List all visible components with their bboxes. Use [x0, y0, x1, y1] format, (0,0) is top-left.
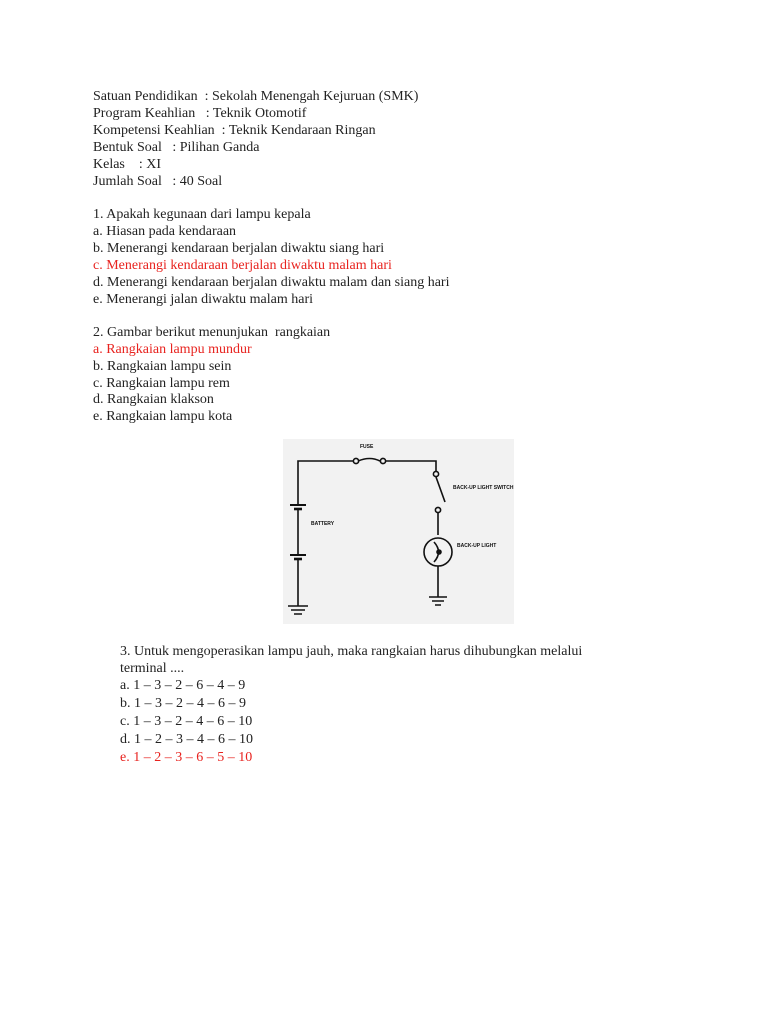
wire-top-right	[386, 461, 436, 471]
header-line-program: Program Keahlian : Teknik Otomotif	[93, 106, 307, 121]
question-1-option-c-answer: c. Menerangi kendaraan berjalan diwaktu malam hari	[93, 258, 392, 273]
header-line-question-type: Bentuk Soal : Pilihan Ganda	[93, 140, 260, 155]
header-line-question-count: Jumlah Soal : 40 Soal	[93, 174, 223, 189]
circuit-svg	[283, 439, 514, 624]
switch-lower-terminal	[435, 507, 440, 512]
fuse-label: FUSE	[360, 444, 374, 450]
switch-upper-terminal	[433, 471, 438, 476]
question-2-text: 2. Gambar berikut menunjukan rangkaian	[93, 325, 331, 340]
backup-light-label: BACK-UP LIGHT	[457, 543, 497, 549]
battery-label: BATTERY	[311, 521, 335, 527]
switch-label: BACK-UP LIGHT SWITCH	[453, 485, 514, 491]
header-line-competency: Kompetensi Keahlian : Teknik Kendaraan Ringan	[93, 123, 376, 138]
question-2-option-d: d. Rangkaian klakson	[93, 392, 214, 407]
question-3-option-a: a. 1 – 3 – 2 – 6 – 4 – 9	[120, 678, 246, 693]
question-1-option-b: b. Menerangi kendaraan berjalan diwaktu siang hari	[93, 241, 385, 256]
question-2-option-c: c. Rangkaian lampu rem	[93, 376, 230, 391]
fuse-right-terminal	[380, 458, 385, 463]
question-3-option-e-answer: e. 1 – 2 – 3 – 6 – 5 – 10	[120, 750, 253, 765]
question-3-option-b: b. 1 – 3 – 2 – 4 – 6 – 9	[120, 696, 246, 711]
fuse-left-terminal	[353, 458, 358, 463]
question-2-option-e: e. Rangkaian lampu kota	[93, 409, 233, 424]
question-3-option-d: d. 1 – 2 – 3 – 4 – 6 – 10	[120, 732, 253, 747]
question-3-option-c: c. 1 – 3 – 2 – 4 – 6 – 10	[120, 714, 253, 729]
header-line-school: Satuan Pendidikan : Sekolah Menengah Kejuruan (SMK)	[93, 89, 419, 104]
question-1-option-a: a. Hiasan pada kendaraan	[93, 224, 237, 239]
question-2-option-a-answer: a. Rangkaian lampu mundur	[93, 342, 252, 357]
question-1-text: 1. Apakah kegunaan dari lampu kepala	[93, 207, 311, 222]
question-3-text-line2: terminal ....	[120, 661, 185, 676]
battery-ground-symbol	[288, 606, 308, 614]
question-1-option-d: d. Menerangi kendaraan berjalan diwaktu malam dan siang hari	[93, 275, 450, 290]
lamp-ground-symbol	[429, 597, 447, 605]
question-1-option-e: e. Menerangi jalan diwaktu malam hari	[93, 292, 314, 307]
switch-blade	[436, 477, 445, 502]
wire-top-left	[298, 461, 353, 501]
backup-light-circuit-diagram	[283, 439, 514, 624]
fuse-element	[358, 459, 380, 462]
question-3-text-line1: 3. Untuk mengoperasikan lampu jauh, maka rangkaian harus dihubungkan melalui	[120, 644, 583, 659]
question-2-option-b: b. Rangkaian lampu sein	[93, 359, 232, 374]
header-line-class: Kelas : XI	[93, 157, 162, 172]
